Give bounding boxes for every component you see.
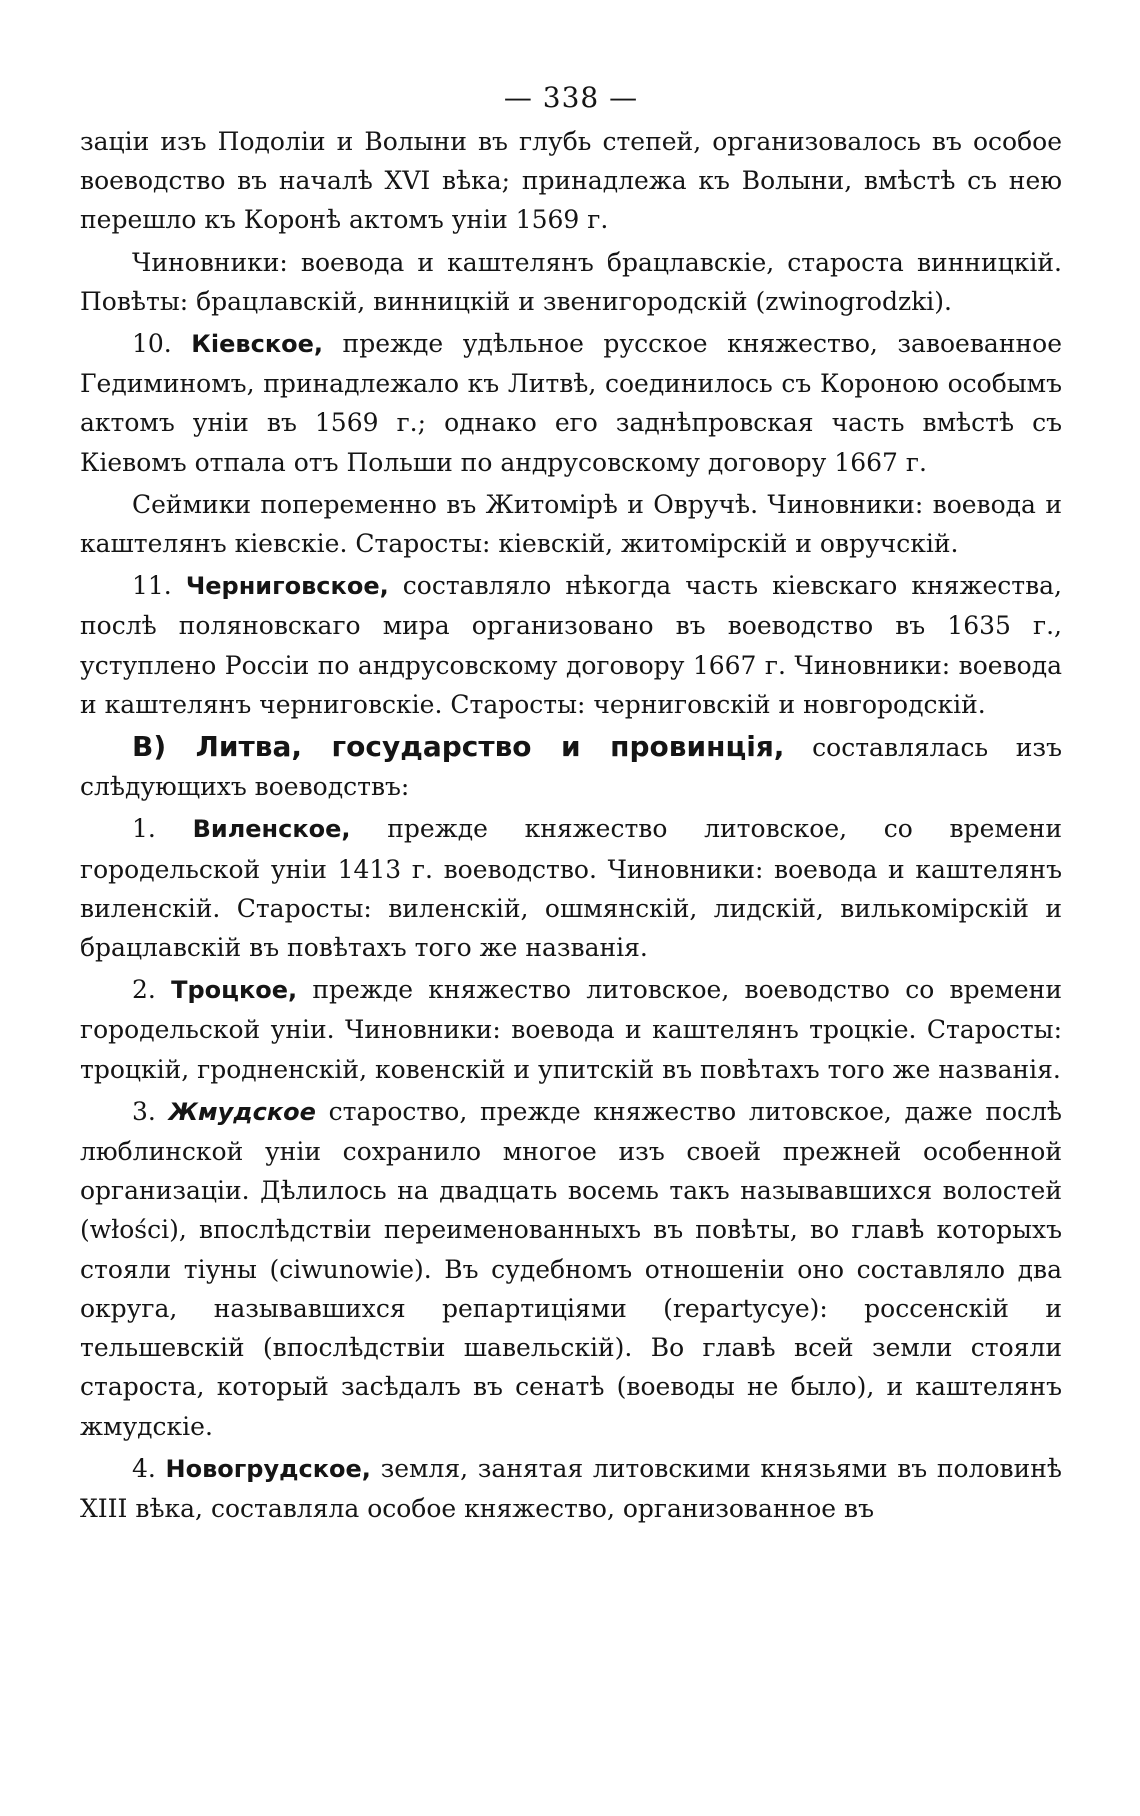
item-number: 2. bbox=[132, 975, 156, 1005]
item-number: 11. bbox=[132, 571, 172, 601]
paragraph-chernigov bbox=[80, 566, 1062, 724]
item-number: 1. bbox=[132, 814, 156, 844]
section-heading: B) Литва, государство и провинція, bbox=[132, 730, 785, 764]
section-lithuania bbox=[80, 727, 1062, 806]
paragraph-bratslav-officials bbox=[80, 243, 1062, 321]
page-number: — 338 — bbox=[503, 81, 639, 114]
paragraph-text: Сеймики попеременно въ Житомірѣ и Овручѣ. Чиновники: воевода и каштелянъ кіевскіе. Старосты: кіевскій, житомірскій и овручскій. bbox=[80, 489, 1062, 559]
paragraph-troki bbox=[80, 970, 1062, 1089]
paragraph-kiev bbox=[80, 324, 1062, 482]
voivodeship-name: Новогрудское, bbox=[165, 1454, 371, 1483]
paragraph-podolia-continuation bbox=[80, 122, 1062, 240]
paragraph-text: прежде удѣльное русское княжество, завоеванное Гедиминомъ, принадлежало къ Литвѣ, соединилось съ Короною особымъ актомъ уніи въ 1569 г.; однако его заднѣпровская часть вмѣстѣ съ Кіевомъ отпала отъ Польши по андрусовскому договору 1667 г. bbox=[80, 329, 1063, 477]
voivodeship-name: Жмудское bbox=[168, 1097, 316, 1126]
paragraph-text: прежде княжество литовское, воеводство со времени городельской уніи. Чиновники: воевода и каштелянъ троцкіе. Старосты: троцкій, гродненскій, ковенскій и упитскій въ повѣтахъ того же названія. bbox=[80, 975, 1062, 1084]
paragraph-text: староство, прежде княжество литовское, даже послѣ люблинской уніи сохранило многое изъ своей прежней особенной организаціи. Дѣлилось на двадцать восемь такъ называвшихся волостей (włości), впослѣдствіи переименованныхъ въ повѣты, во главѣ которыхъ стояли тіуны (ciwunowie). Въ судебномъ отношеніи оно составляло два округа, называвшихся репартиціями (repartycye): россенскій и тельшевскій (впослѣдствіи шавельскій). Во главѣ всей земли стояли староста, который засѣдалъ въ сенатѣ (воеводы не было), и каштелянъ жмудскіе. bbox=[80, 1096, 1062, 1441]
paragraph-text: прежде княжество литовское, со времени городельской уніи 1413 г. воеводство. Чиновники: воевода и каштелянъ виленскій. Старосты: виленскій, ошмянскій, лидскій, вилькомірскій и брацлавскій въ повѣтахъ того же названія. bbox=[80, 814, 1062, 963]
paragraph-text: Чиновники: воевода и каштелянъ брацлавскіе, староста винницкій. Повѣты: брацлавскій, винницкій и звенигородскій (zwinogrodzki). bbox=[80, 247, 1062, 316]
item-number: 3. bbox=[132, 1096, 156, 1126]
paragraph-kiev-officials bbox=[80, 485, 1062, 563]
voivodeship-name: Троцкое, bbox=[171, 976, 298, 1005]
voivodeship-name: Черниговское, bbox=[185, 572, 389, 601]
paragraph-samogitia bbox=[80, 1092, 1062, 1446]
paragraph-text: составлялась изъ слѣдующихъ воеводствъ: bbox=[80, 733, 1062, 802]
item-number: 4. bbox=[132, 1453, 156, 1483]
paragraph-novogrudok bbox=[80, 1449, 1062, 1528]
paragraph-text: заціи изъ Подоліи и Волыни въ глубь степей, организовалось въ особое воеводство въ началѣ XVI вѣка; принадлежа къ Волыни, вмѣстѣ съ нею перешло къ Коронѣ актомъ уніи 1569 г. bbox=[80, 127, 1062, 235]
paragraph-vilna bbox=[80, 809, 1062, 967]
item-number: 10. bbox=[132, 329, 172, 359]
voivodeship-name: Виленское, bbox=[192, 815, 351, 844]
voivodeship-name: Кіевское, bbox=[191, 330, 324, 359]
paragraph-text: земля, занятая литовскими князьями въ половинѣ XIII вѣка, составляла особое княжество, организованное въ bbox=[80, 1453, 1062, 1523]
paragraph-text: составляло нѣкогда часть кіевскаго княжества, послѣ поляновскаго мира организовано въ воеводство въ 1635 г., уступлено Россіи по андрусовскому договору 1667 г. Чиновники: воевода и каштелянъ черниговскіе. Старосты: черниговскій и новгородскій. bbox=[80, 571, 1062, 719]
